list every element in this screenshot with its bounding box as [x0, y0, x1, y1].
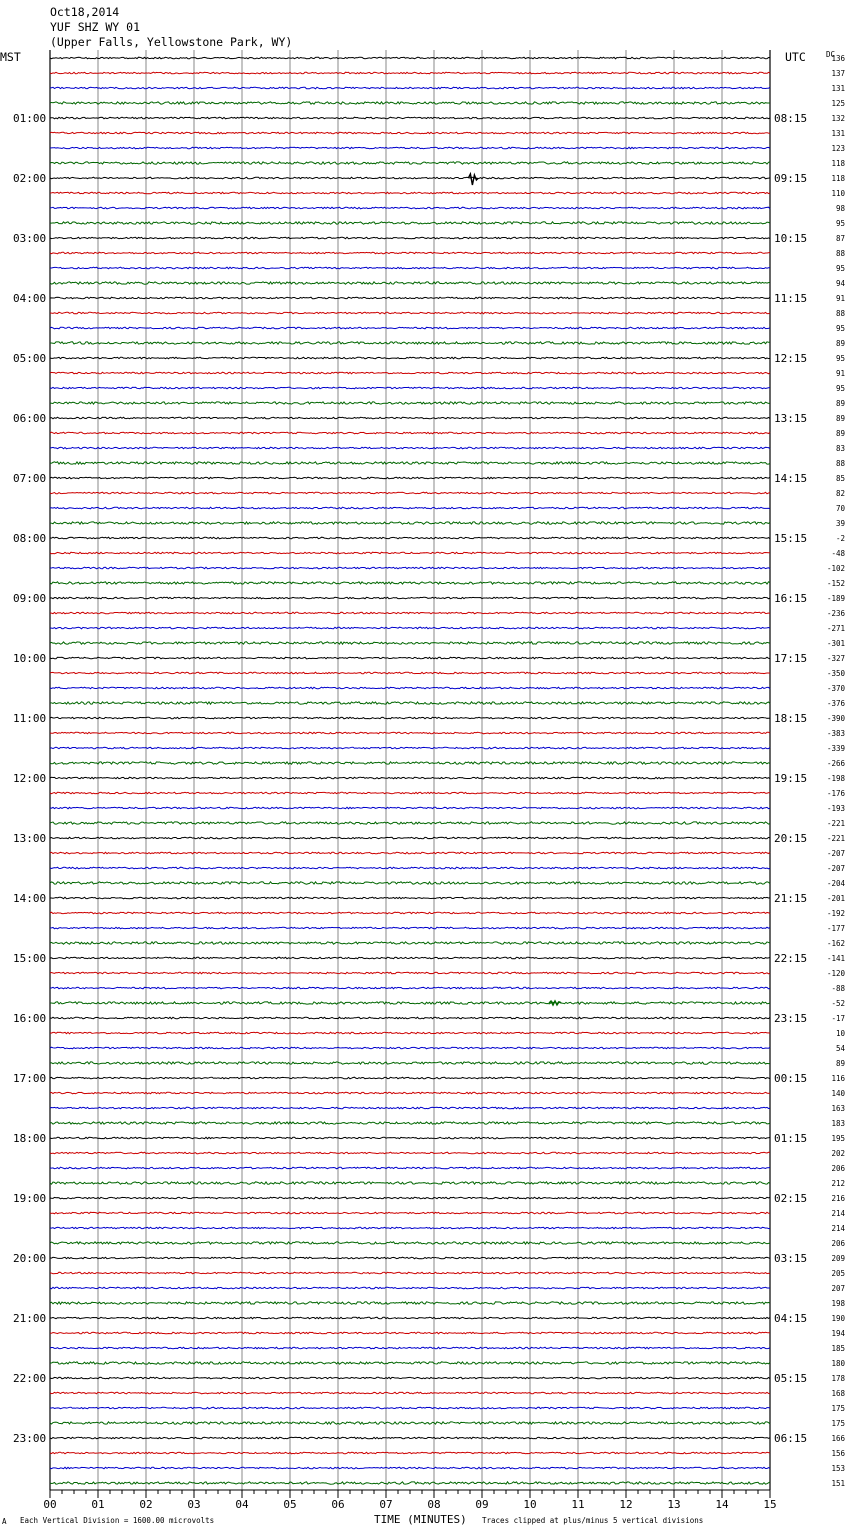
dc-offset-label: 88 — [835, 249, 845, 258]
dc-offset-label: 209 — [831, 1254, 845, 1263]
mst-hour-label: 18:00 — [13, 1132, 47, 1145]
dc-offset-label: -207 — [826, 864, 845, 873]
header-location: (Upper Falls, Yellowstone Park, WY) — [50, 35, 293, 49]
dc-offset-label: 39 — [835, 519, 845, 528]
trace-line — [50, 1242, 770, 1244]
dc-offset-label: 95 — [835, 324, 845, 333]
trace-line — [50, 1362, 770, 1364]
trace-line — [50, 792, 770, 794]
x-tick-label: 05 — [283, 1498, 297, 1511]
trace-line — [50, 87, 770, 89]
utc-hour-label: 14:15 — [774, 472, 808, 485]
utc-hour-label: 00:15 — [774, 1072, 808, 1085]
trace-line — [50, 672, 770, 674]
x-tick-label: 15 — [763, 1498, 777, 1511]
dc-offset-label: -339 — [826, 744, 845, 753]
trace-line — [50, 852, 770, 854]
dc-offset-label: -221 — [826, 834, 845, 843]
dc-offset-label: 206 — [831, 1164, 845, 1173]
utc-hour-label: 08:15 — [774, 112, 808, 125]
dc-offset-label: 95 — [835, 219, 845, 228]
trace-line — [50, 987, 770, 989]
trace-line — [50, 552, 770, 554]
mst-hour-label: 02:00 — [13, 172, 47, 185]
trace-line — [50, 1392, 770, 1394]
mst-hour-label: 17:00 — [13, 1072, 47, 1085]
dc-offset-label: 214 — [831, 1209, 845, 1218]
trace-line — [50, 1422, 770, 1424]
mst-hour-label: 08:00 — [13, 532, 47, 545]
trace-line — [50, 1137, 770, 1139]
utc-hour-label: 19:15 — [774, 772, 808, 785]
mst-hour-label: 11:00 — [13, 712, 47, 725]
utc-hour-label: 11:15 — [774, 292, 808, 305]
trace-line — [50, 1332, 770, 1334]
x-tick-label: 01 — [91, 1498, 105, 1511]
trace-line — [50, 1347, 770, 1349]
mst-hour-label: 12:00 — [13, 772, 47, 785]
dc-offset-label: 137 — [831, 69, 845, 78]
utc-hour-label: 10:15 — [774, 232, 808, 245]
x-tick-label: 04 — [235, 1498, 249, 1511]
trace-line — [50, 1017, 770, 1019]
trace-line — [50, 807, 770, 809]
trace-line — [50, 72, 770, 74]
dc-offset-label: 89 — [835, 429, 845, 438]
utc-hour-label: 20:15 — [774, 832, 808, 845]
utc-hour-label: 23:15 — [774, 1012, 808, 1025]
trace-line — [50, 252, 770, 254]
dc-offset-label: 175 — [831, 1419, 845, 1428]
trace-line — [50, 237, 770, 239]
trace-line — [50, 687, 770, 689]
dc-offset-label: 207 — [831, 1284, 845, 1293]
trace-line — [50, 207, 770, 209]
dc-offset-label: 82 — [835, 489, 845, 498]
dc-offset-label: 89 — [835, 399, 845, 408]
trace-line — [50, 897, 770, 899]
dc-offset-label: 153 — [831, 1464, 845, 1473]
x-tick-label: 06 — [331, 1498, 345, 1511]
mst-hour-label: 06:00 — [13, 412, 47, 425]
x-tick-label: 07 — [379, 1498, 393, 1511]
x-tick-label: 08 — [427, 1498, 441, 1511]
dc-offset-label: 95 — [835, 354, 845, 363]
dc-offset-label: -2 — [835, 534, 845, 543]
trace-line — [50, 642, 770, 644]
trace-line — [50, 747, 770, 749]
dc-offset-label: -390 — [826, 714, 845, 723]
trace-line — [50, 912, 770, 914]
dc-offset-label: -88 — [831, 984, 845, 993]
dc-offset-label: 216 — [831, 1194, 845, 1203]
dc-offset-label: 87 — [835, 234, 845, 243]
dc-offset-label: -162 — [826, 939, 845, 948]
trace-line — [50, 117, 770, 119]
header-date: Oct18,2014 — [50, 5, 120, 19]
mst-hour-label: 05:00 — [13, 352, 47, 365]
trace-line — [50, 927, 770, 929]
dc-offset-label: 91 — [835, 369, 845, 378]
dc-offset-label: -141 — [826, 954, 845, 963]
dc-offset-label: 116 — [831, 1074, 845, 1083]
dc-offset-label: 85 — [835, 474, 845, 483]
trace-line — [50, 357, 770, 359]
trace-line — [50, 1077, 770, 1079]
dc-offset-label: 194 — [831, 1329, 845, 1338]
x-tick-label: 14 — [715, 1498, 729, 1511]
trace-line — [50, 222, 770, 224]
trace-line — [50, 1212, 770, 1214]
trace-line — [50, 1167, 770, 1169]
dc-offset-label: -207 — [826, 849, 845, 858]
trace-line — [50, 972, 770, 974]
trace-line — [50, 567, 770, 569]
x-tick-label: 02 — [139, 1498, 153, 1511]
dc-offset-label: -189 — [826, 594, 845, 603]
trace-line — [50, 402, 770, 404]
utc-hour-label: 01:15 — [774, 1132, 808, 1145]
trace-line — [50, 507, 770, 509]
dc-offset-label: 206 — [831, 1239, 845, 1248]
trace-line — [50, 192, 770, 194]
trace-line — [50, 162, 770, 164]
dc-offset-label: 198 — [831, 1299, 845, 1308]
dc-offset-label: 214 — [831, 1224, 845, 1233]
mst-hour-label: 04:00 — [13, 292, 47, 305]
dc-offset-label: 54 — [835, 1044, 845, 1053]
dc-offset-label: 91 — [835, 294, 845, 303]
dc-offset-label: 151 — [831, 1479, 845, 1488]
trace-line — [50, 282, 770, 284]
trace-line — [50, 612, 770, 614]
dc-offset-label: 185 — [831, 1344, 845, 1353]
trace-line — [50, 1407, 770, 1409]
trace-line — [50, 102, 770, 104]
mst-hour-label: 09:00 — [13, 592, 47, 605]
utc-hour-label: 12:15 — [774, 352, 808, 365]
dc-offset-label: 156 — [831, 1449, 845, 1458]
dc-offset-label: -52 — [831, 999, 845, 1008]
dc-offset-label: 125 — [831, 99, 845, 108]
dc-offset-label: -376 — [826, 699, 845, 708]
dc-offset-label: 166 — [831, 1434, 845, 1443]
utc-hour-label: 05:15 — [774, 1372, 808, 1385]
dc-offset-label: 88 — [835, 459, 845, 468]
dc-offset-labels — [827, 54, 846, 1488]
dc-offset-label: -201 — [826, 894, 845, 903]
dc-offset-label: 118 — [831, 159, 845, 168]
dc-offset-label: -193 — [826, 804, 845, 813]
dc-offset-label: -236 — [826, 609, 845, 618]
trace-line — [50, 597, 770, 599]
utc-hour-label: 22:15 — [774, 952, 808, 965]
mst-hour-label: 15:00 — [13, 952, 47, 965]
mst-hour-label: 14:00 — [13, 892, 47, 905]
dc-offset-label: 88 — [835, 309, 845, 318]
trace-line — [50, 342, 770, 344]
seismic-event-mark — [468, 174, 478, 185]
dc-offset-label: 132 — [831, 114, 845, 123]
dc-offset-label: -350 — [826, 669, 845, 678]
trace-group — [50, 57, 770, 1484]
trace-line — [50, 267, 770, 269]
dc-offset-label: 168 — [831, 1389, 845, 1398]
utc-hour-labels — [774, 112, 807, 1445]
corner-mark: A — [2, 1517, 7, 1526]
trace-line — [50, 1452, 770, 1454]
dc-offset-label: 136 — [831, 54, 845, 63]
x-axis — [43, 1490, 776, 1511]
trace-line — [50, 1092, 770, 1094]
dc-offset-label: -198 — [826, 774, 845, 783]
trace-line — [50, 387, 770, 389]
dc-offset-label: -301 — [826, 639, 845, 648]
dc-offset-label: -221 — [826, 819, 845, 828]
right-timezone-label: UTC — [785, 50, 806, 64]
trace-line — [50, 1197, 770, 1199]
trace-line — [50, 447, 770, 449]
dc-offset-label: -370 — [826, 684, 845, 693]
dc-offset-label: 98 — [835, 204, 845, 213]
clip-note: Traces clipped at plus/minus 5 vertical divisions — [482, 1516, 704, 1525]
trace-line — [50, 297, 770, 299]
dc-offset-label: -177 — [826, 924, 845, 933]
mst-hour-label: 13:00 — [13, 832, 47, 845]
utc-hour-label: 03:15 — [774, 1252, 808, 1265]
x-tick-label: 13 — [667, 1498, 681, 1511]
mst-hour-label: 03:00 — [13, 232, 47, 245]
header-station: YUF SHZ WY 01 — [50, 20, 141, 34]
utc-hour-label: 02:15 — [774, 1192, 808, 1205]
dc-offset-label: -327 — [826, 654, 845, 663]
dc-offset-label: 183 — [831, 1119, 845, 1128]
utc-hour-label: 09:15 — [774, 172, 808, 185]
dc-offset-label: 180 — [831, 1359, 845, 1368]
trace-line — [50, 327, 770, 329]
mst-hour-label: 22:00 — [13, 1372, 47, 1385]
x-tick-label: 03 — [187, 1498, 201, 1511]
time-grid — [50, 50, 770, 1490]
mst-hour-label: 23:00 — [13, 1432, 47, 1445]
trace-line — [50, 777, 770, 779]
trace-line — [50, 1377, 770, 1379]
dc-offset-label: 175 — [831, 1404, 845, 1413]
utc-hour-label: 18:15 — [774, 712, 808, 725]
trace-line — [50, 1317, 770, 1319]
mst-hour-label: 10:00 — [13, 652, 47, 665]
mst-hour-label: 16:00 — [13, 1012, 47, 1025]
trace-line — [50, 1227, 770, 1229]
trace-line — [50, 942, 770, 944]
dc-offset-label: 83 — [835, 444, 845, 453]
trace-line — [50, 627, 770, 629]
dc-offset-label: -48 — [831, 549, 845, 558]
dc-offset-label: 95 — [835, 264, 845, 273]
trace-line — [50, 1122, 770, 1124]
dc-offset-label: -204 — [826, 879, 845, 888]
dc-offset-label: -271 — [826, 624, 845, 633]
trace-line — [50, 177, 770, 179]
mst-hour-label: 19:00 — [13, 1192, 47, 1205]
dc-offset-label: 205 — [831, 1269, 845, 1278]
dc-offset-label: -383 — [826, 729, 845, 738]
mst-hour-label: 07:00 — [13, 472, 47, 485]
trace-line — [50, 522, 770, 524]
trace-line — [50, 417, 770, 419]
trace-line — [50, 957, 770, 959]
dc-offset-label: 140 — [831, 1089, 845, 1098]
trace-line — [50, 1032, 770, 1034]
trace-line — [50, 1062, 770, 1064]
trace-line — [50, 1047, 770, 1049]
trace-line — [50, 537, 770, 539]
trace-line — [50, 717, 770, 719]
left-timezone-label: MST — [0, 50, 21, 64]
trace-line — [50, 882, 770, 884]
dc-offset-label: -120 — [826, 969, 845, 978]
trace-line — [50, 867, 770, 869]
dc-offset-label: 89 — [835, 414, 845, 423]
trace-line — [50, 1467, 770, 1469]
dc-offset-label: 190 — [831, 1314, 845, 1323]
trace-line — [50, 1107, 770, 1109]
dc-offset-label: 131 — [831, 129, 845, 138]
trace-line — [50, 147, 770, 149]
utc-hour-label: 06:15 — [774, 1432, 808, 1445]
trace-line — [50, 732, 770, 734]
dc-offset-label: -102 — [826, 564, 845, 573]
dc-offset-label: 70 — [835, 504, 845, 513]
dc-offset-label: -266 — [826, 759, 845, 768]
trace-line — [50, 1302, 770, 1304]
trace-line — [50, 1272, 770, 1274]
dc-offset-label: 118 — [831, 174, 845, 183]
x-tick-label: 09 — [475, 1498, 489, 1511]
utc-hour-label: 13:15 — [774, 412, 808, 425]
dc-column-label: DC — [826, 50, 836, 59]
dc-offset-label: 110 — [831, 189, 845, 198]
dc-offset-label: 131 — [831, 84, 845, 93]
mst-hour-label: 01:00 — [13, 112, 47, 125]
dc-offset-label: 95 — [835, 384, 845, 393]
trace-line — [50, 822, 770, 824]
dc-offset-label: 94 — [835, 279, 845, 288]
dc-offset-label: 10 — [835, 1029, 845, 1038]
trace-line — [50, 657, 770, 659]
trace-line — [50, 492, 770, 494]
trace-line — [50, 372, 770, 374]
trace-line — [50, 702, 770, 704]
dc-offset-label: 195 — [831, 1134, 845, 1143]
utc-hour-label: 15:15 — [774, 532, 808, 545]
mst-hour-label: 21:00 — [13, 1312, 47, 1325]
x-tick-label: 12 — [619, 1498, 633, 1511]
dc-offset-label: -176 — [826, 789, 845, 798]
dc-offset-label: -152 — [826, 579, 845, 588]
trace-line — [50, 1152, 770, 1154]
trace-line — [50, 1482, 770, 1484]
trace-line — [50, 1287, 770, 1289]
trace-line — [50, 837, 770, 839]
mst-hour-labels — [13, 112, 46, 1445]
utc-hour-label: 04:15 — [774, 1312, 808, 1325]
utc-hour-label: 21:15 — [774, 892, 808, 905]
dc-offset-label: 212 — [831, 1179, 845, 1188]
trace-line — [50, 432, 770, 434]
dc-offset-label: -192 — [826, 909, 845, 918]
dc-offset-label: 89 — [835, 1059, 845, 1068]
trace-line — [50, 582, 770, 584]
trace-line — [50, 1002, 770, 1004]
trace-line — [50, 477, 770, 479]
trace-line — [50, 1437, 770, 1439]
dc-offset-label: 123 — [831, 144, 845, 153]
trace-line — [50, 57, 770, 59]
trace-line — [50, 132, 770, 134]
trace-line — [50, 312, 770, 314]
utc-hour-label: 17:15 — [774, 652, 808, 665]
dc-offset-label: -17 — [831, 1014, 845, 1023]
trace-line — [50, 1257, 770, 1259]
dc-offset-label: 89 — [835, 339, 845, 348]
x-axis-title: TIME (MINUTES) — [374, 1513, 467, 1526]
x-tick-label: 00 — [43, 1498, 57, 1511]
dc-offset-label: 178 — [831, 1374, 845, 1383]
x-tick-label: 10 — [523, 1498, 537, 1511]
trace-line — [50, 1182, 770, 1184]
dc-offset-label: 202 — [831, 1149, 845, 1158]
trace-line — [50, 762, 770, 764]
trace-line — [50, 462, 770, 464]
x-tick-label: 11 — [571, 1498, 585, 1511]
utc-hour-label: 16:15 — [774, 592, 808, 605]
mst-hour-label: 20:00 — [13, 1252, 47, 1265]
scale-note: Each Vertical Division = 1600.00 microvolts — [20, 1516, 215, 1525]
dc-offset-label: 163 — [831, 1104, 845, 1113]
